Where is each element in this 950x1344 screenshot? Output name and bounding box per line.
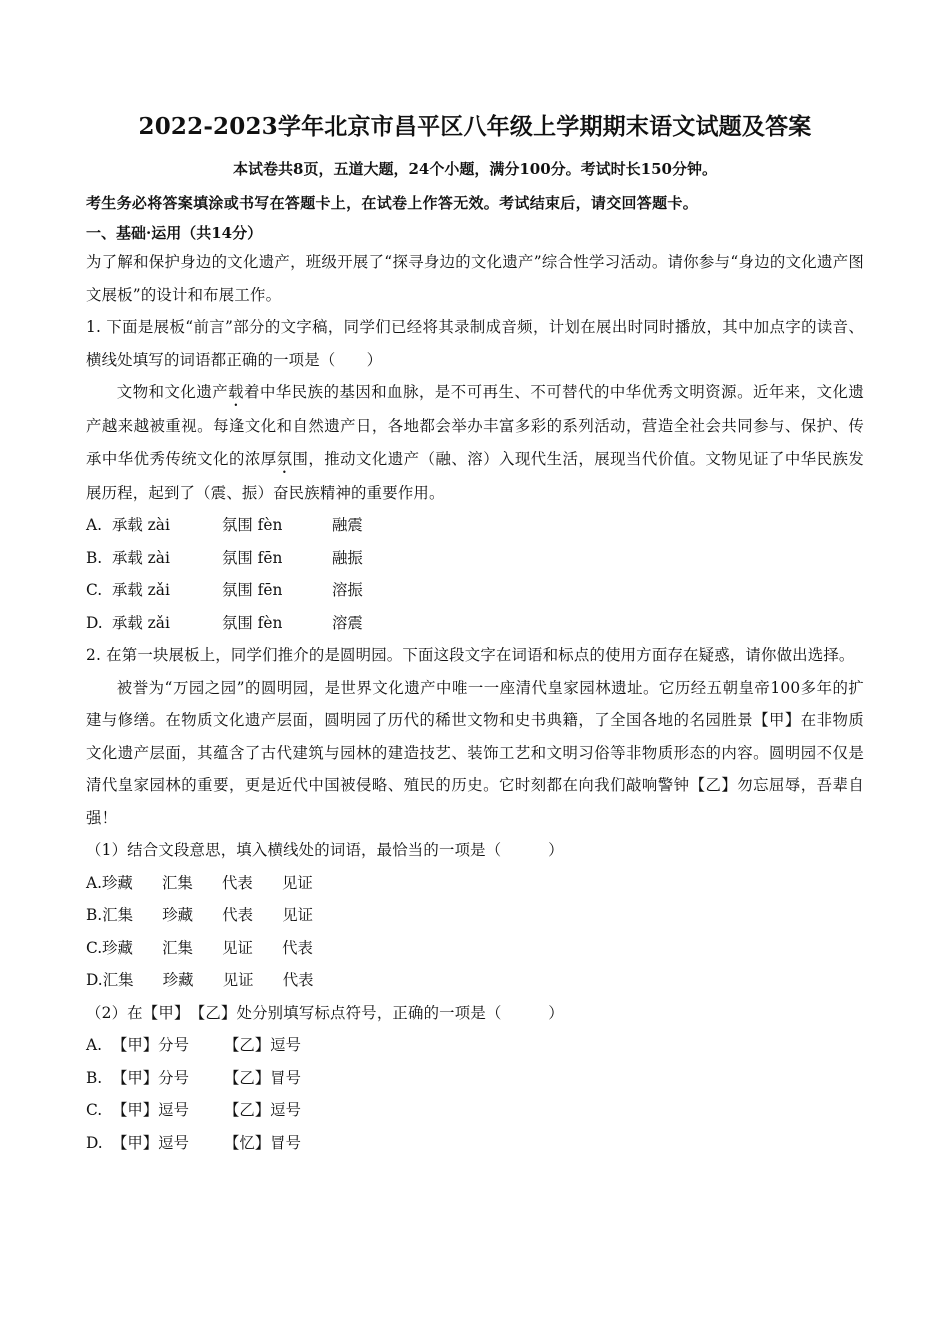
question-2-sub1-options [86,867,864,997]
option-word: 见证 [282,906,313,924]
option-word: 珍藏 [162,971,194,989]
option-word: 汇集 [162,873,193,892]
option-row[interactable] [86,1127,864,1160]
option-word: 珍藏 [102,938,133,957]
option-words: 溶震 [332,613,363,632]
option-mark-yi: 【乙】冒号 [224,1068,301,1087]
option-row[interactable] [86,1062,864,1095]
option-label: D. [86,1133,103,1152]
option-word: 代表 [222,873,253,892]
option-word: 见证 [222,938,253,957]
question-1-passage [86,376,864,509]
option-row[interactable] [86,542,864,575]
option-reading-2: 氛围 fēn [222,581,283,599]
option-mark-yi: 【忆】冒号 [224,1133,301,1152]
option-word: 汇集 [102,906,133,924]
option-row[interactable] [86,509,864,542]
option-row[interactable] [86,574,864,607]
dotted-character: 载 [228,383,245,401]
exam-notice-answer-sheet: 考生务必将答案填涂或书写在答题卡上，在试卷上作答无效。考试结束后，请交回答题卡。 [86,194,699,212]
option-word: 汇集 [162,938,193,957]
option-row[interactable] [86,867,864,900]
option-row[interactable] [86,1029,864,1062]
question-2-sub2-options [86,1029,864,1159]
option-label: C. [86,1101,103,1119]
passage-text: 围，推动文化遗产（融、溶）入现代生活，展现当代价值。文物见证了中华民族发展历程，起到了（震、振）奋民族精神的重要作用。 [86,449,865,502]
option-word: 见证 [282,873,313,892]
option-words: 融震 [332,516,363,534]
option-mark-jia: 【甲】逗号 [112,1133,189,1152]
option-word: 珍藏 [102,873,133,892]
option-label: D. [86,613,103,632]
option-row[interactable] [86,1094,864,1127]
question-2-stem: 2. 在第一块展板上，同学们推介的是圆明园。下面这段文字在词语和标点的使用方面存在疑惑，请你做出选择。 [86,646,855,664]
option-label: B. [86,906,103,924]
section-heading: 一、基础·运用（共14分） [86,224,263,242]
option-reading-1: 承载 zǎi [112,613,170,632]
activity-intro: 为了解和保护身边的文化遗产，班级开展了“探寻身边的文化遗产”综合性学习活动。请你参与“身边的文化遗产图文展板”的设计和布展工作。 [86,253,864,304]
option-mark-jia: 【甲】分号 [112,1068,189,1087]
option-word: 汇集 [102,971,134,989]
option-label: B. [86,548,103,567]
exam-notice-info: 本试卷共8页，五道大题，24个小题，满分100分。考试时长150分钟。 [233,160,717,178]
dotted-character: 氛 [276,449,293,468]
option-label: A. [86,516,103,534]
option-reading-2: 氛围 fèn [222,516,283,534]
option-row[interactable] [86,932,864,965]
option-mark-jia: 【甲】逗号 [112,1101,189,1119]
option-reading-2: 氛围 fēn [222,548,283,567]
option-word: 代表 [282,938,313,957]
option-label: A. [86,873,103,892]
option-word: 代表 [282,971,314,989]
option-label: B. [86,1068,103,1087]
question-2-sub2-stem: （2）在【甲】 【乙】处分别填写标点符号，正确的一项是（ ） [86,1003,564,1022]
option-mark-yi: 【乙】逗号 [224,1036,301,1054]
option-word: 见证 [222,971,254,989]
option-row[interactable] [86,607,864,640]
option-words: 溶振 [332,581,363,599]
option-word: 珍藏 [162,906,193,924]
option-reading-1: 承载 zǎi [112,581,170,599]
question-2-passage: 被誉为“万园之园”的圆明园，是世界文化遗产中唯一一座清代皇家园林遗址。它历经五朝皇帝100多年的扩建与修缮。在物质文化遗产层面，圆明园了历代的稀世文物和史书典籍，了全国各地的名园胜景【甲】在非物质文化遗产层面，其蕴含了古代建筑与园林的建造技艺、装饰工艺和文明习俗等非物质形态的内容。圆明园不仅是清代皇家园林的重要，更是近代中国被侵略、殖民的历史。它时刻都在向我们敲响警钟【乙】勿忘屈辱，吾辈自强！ [86,678,864,827]
passage-text: 文物和文化遗产 [116,383,229,401]
option-label: C. [86,581,103,599]
option-row[interactable] [86,899,864,932]
option-mark-jia: 【甲】分号 [112,1036,189,1054]
question-1-options [86,509,864,639]
option-words: 融振 [332,548,363,567]
page-title: 2022-2023学年北京市昌平区八年级上学期期末语文试题及答案 [138,113,812,140]
question-2-sub1-stem: （1）结合文段意思，填入横线处的词语，最恰当的一项是（ ） [86,841,564,859]
question-1-stem: 1. 下面是展板“前言”部分的文字稿，同学们已经将其录制成音频，计划在展出时同时播放，其中加点字的读音、横线处填写的词语都正确的一项是（ ） [86,318,864,369]
option-reading-2: 氛围 fèn [222,613,283,632]
option-label: C. [86,938,103,957]
option-mark-yi: 【乙】逗号 [224,1101,301,1119]
option-reading-1: 承载 zài [112,516,170,534]
option-row[interactable] [86,964,864,997]
passage-text: 着中华民族的基因和血脉，是不可再生、不可替代的中华优秀文明资源。近年来，文化遗产越来越被重视。每逢文化和自然遗产日，各地都会举办丰富多彩的系列活动，营造全社会共同参与、保护、传承中华优秀传统文化的浓厚 [86,383,864,468]
option-word: 代表 [222,906,253,924]
option-label: A. [86,1036,103,1054]
option-label: D. [86,971,103,989]
option-reading-1: 承载 zài [112,548,170,567]
